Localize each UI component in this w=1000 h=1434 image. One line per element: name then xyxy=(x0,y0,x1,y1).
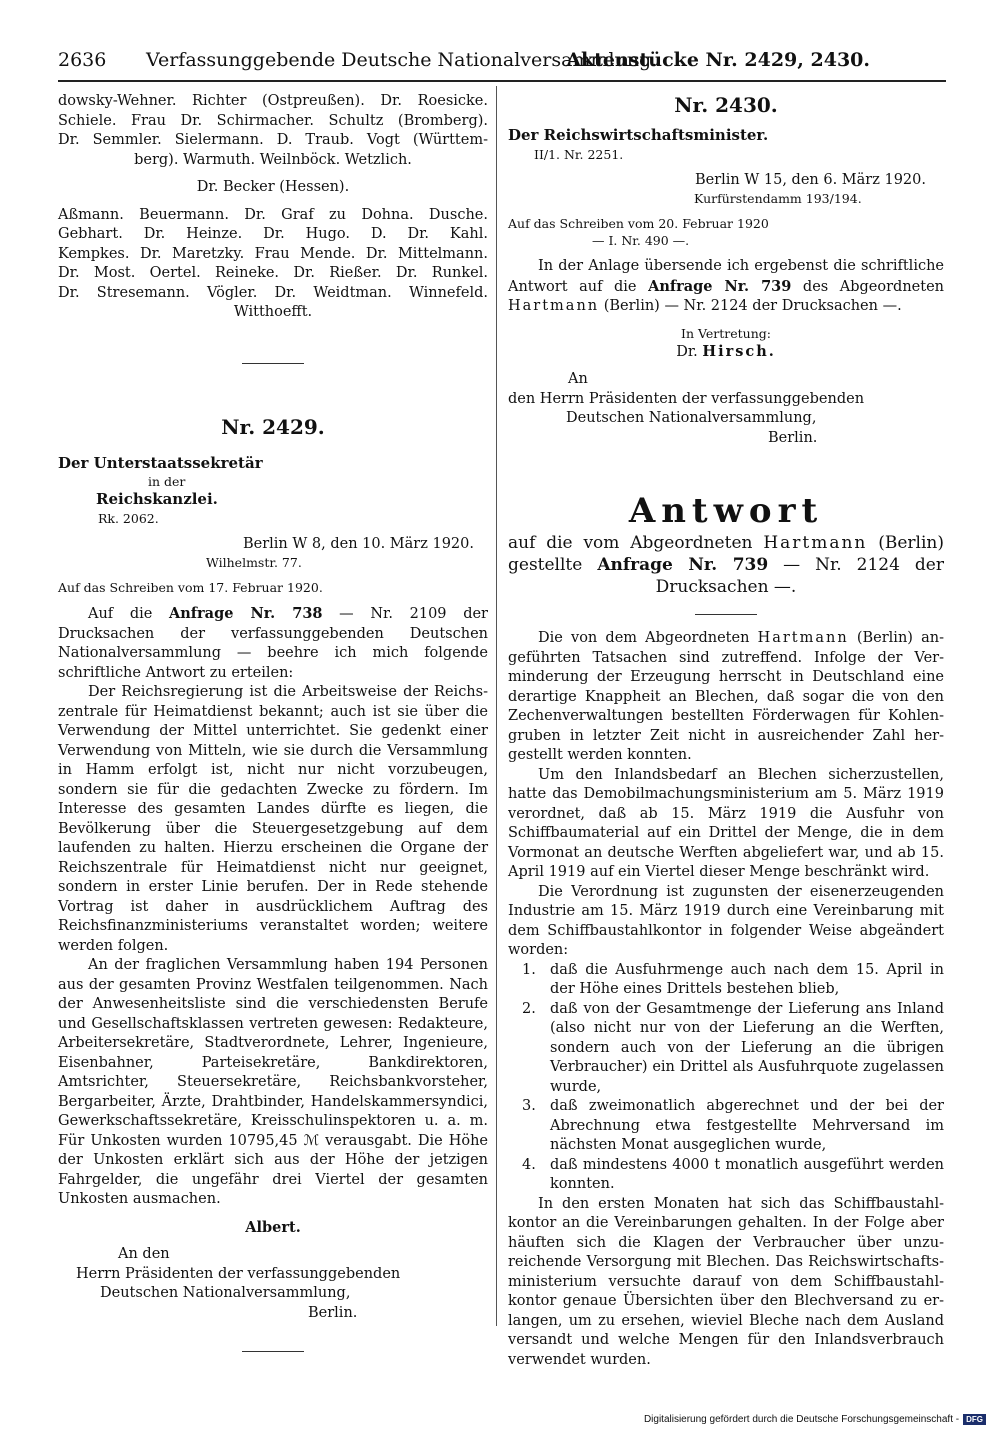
name-line: Schiele. Frau Dr. Schirmacher. Schultz (Bromberg). xyxy=(58,112,488,129)
document-numbers: Aktenstücke Nr. 2429, 2430. xyxy=(566,49,870,71)
page-number: 2636 xyxy=(58,49,107,71)
sender-title: Der Reichswirtschaftsminister. xyxy=(508,126,769,144)
vote-name-list-2 xyxy=(58,206,488,323)
letter-address: Wilhelmstr. 77. xyxy=(206,555,302,570)
recipient-line: Deutschen Nationalversammlung, xyxy=(566,410,817,426)
reference-number: Rk. 2062. xyxy=(98,510,159,526)
name-line: Kempkes. Dr. Maretzky. Frau Mende. Dr. Mittelmann. xyxy=(58,245,488,262)
document-number-heading: Nr. 2429. xyxy=(221,414,325,439)
answer-paragraph: Um den Inlandsbedarf an Blechen sicherzustellen, hatte das Demobilmachungsministerium am 5. März 1919 verordnet, daß ab 15. März 1919 die Ausfuhr von Schiffbaumaterial auf ein Drittel der Menge, die in dem Vormonat an deutsche Werften abgeliefert war, und ab 15. April 1919 auf ein Viertel dieser Menge beschränkt wird. xyxy=(508,766,944,880)
regarding-line: — I. Nr. 490 —. xyxy=(592,233,690,248)
sender-title: Der Unterstaatssekretär xyxy=(58,453,263,472)
name-line: Gebhart. Dr. Heinze. Dr. Hugo. D. Dr. Kahl. xyxy=(58,226,488,242)
header-rule xyxy=(58,80,946,82)
publication-title: Verfassunggebende Deutsche Nationalversammlung. xyxy=(146,49,658,71)
letter-paragraph: Auf die Anfrage Nr. 738 — Nr. 2109 der Drucksachen der verfassunggebenden Deutschen Nationalversammlung — beehre ich mich folgende schriftliche Antwort zu erteilen: xyxy=(58,605,488,681)
name-line: berg). Warmuth. Weilnböck. Wetzlich. xyxy=(134,151,412,168)
left-column xyxy=(58,92,488,1352)
name-line: dowsky-Wehner. Richter (Ostpreußen). Dr. Roesicke. xyxy=(58,93,488,109)
recipient-line: den Herrn Präsidenten der verfassunggebenden xyxy=(508,390,865,407)
letter-date: Berlin W 15, den 6. März 1920. xyxy=(694,171,926,188)
section-separator xyxy=(242,1351,304,1352)
name-line: Aßmann. Beuermann. Dr. Graf zu Dohna. Dusche. xyxy=(58,206,488,223)
becker-line: Dr. Becker (Hessen). xyxy=(196,179,350,195)
regarding-line: Auf das Schreiben vom 17. Februar 1920. xyxy=(58,580,323,595)
answer-paragraph: Die von dem Abgeordneten Hartmann (Berlin) angeführten Tatsachen sind zutreffend. Infolge der Verminderung der Erzeugung herrscht in Deutschland eine derartige Knappheit an Blechen, daß sogar die von den Zechenverwaltungen bestellten Förderwagen für Kohlengruben in letzter Zeit nicht in ausreichender Zahl hergestellt werden konnten. xyxy=(508,630,944,763)
letter-paragraph: Der Reichsregierung ist die Arbeitsweise der Reichszentrale für Heimatdienst bekannt; auch ist sie über die Verwendung der Mittel unterrichtet. Sie gedenkt einer Verwendung von Mitteln, wie sie durch die Versammlung in Hamm erfolgt ist, nicht nur nicht vorzubeugen, sondern sie für die gedachten Zwecke zu fördern. Im Interesse des gesamten Landes dürfte es liegen, die Bevölkerung über die Steuergesetzgebung auf dem laufenden zu halten. Hierzu erscheinen die Organe der Reichszentrale für Heimatdienst nicht nur geeignet, sondern in erster Linie berufen. Der in Rede stehende Vortrag ist daher in ausdrücklichem Auftrag des Reichsfinanzministeriums veranstaltet worden; weitere werden folgen. xyxy=(58,684,488,954)
list-item: 3. daß zweimonatlich abgerechnet und der bei der Abrechnung etwa festgestellte Mehrversand im nächsten Monat ausgeglichen wurde, xyxy=(522,1098,944,1153)
letter-date: Berlin W 8, den 10. März 1920. xyxy=(242,535,474,552)
recipient-line: An xyxy=(568,371,588,387)
recipient-line: Berlin. xyxy=(768,429,818,446)
list-item: 2. daß von der Gesamtmenge der Lieferung ans Inland (also nicht nur von der Lieferung an die Werften, sondern auch von der Lieferung an die übrigen Verbraucher) ein Drittel als Ausfuhrquote zugelassen wurde, xyxy=(522,1000,944,1095)
right-column xyxy=(508,92,944,1370)
deputy-line: In Vertretung: xyxy=(681,325,771,341)
page-header xyxy=(58,49,870,79)
column-divider xyxy=(496,86,497,1326)
letter-address: Kurfürstendamm 193/194. xyxy=(694,191,862,206)
dfg-logo-icon: DFG xyxy=(963,1414,986,1425)
name-line: Dr. Most. Oertel. Reineke. Dr. Rießer. Dr. Runkel. xyxy=(58,265,488,281)
name-line: Witthoefft. xyxy=(233,304,313,320)
answer-subtitle: auf die vom Abgeordneten Hartmann (Berlin) gestellte Anfrage Nr. 739 — Nr. 2124 der Drucksachen —. xyxy=(508,533,945,597)
answer-paragraph: In den ersten Monaten hat sich das Schiffbaustahlkontor an die Vereinbarungen gehalten. In der Folge aber häuften sich die Klagen der Verbraucher über unzureichende Versorgung mit Blechen. Das Reichswirtschaftsministerium versuchte darauf von dem Schiffbaustahlkontor genaue Übersichten über den Blechversand zu erlangen, um zu ersehen, wieviel Bleche nach dem Ausland versandt und welche Mengen für den Inlandsverbrauch verwendet wurden. xyxy=(508,1195,944,1368)
list-item: 1. daß die Ausfuhrmenge auch nach dem 15. April in der Höhe eines Drittels bestehen blieb, xyxy=(522,961,944,997)
sender-preposition: in der xyxy=(148,474,186,489)
vote-name-list-1 xyxy=(58,92,488,170)
inquiry-reference: Anfrage Nr. 739 xyxy=(648,277,792,295)
answer-paragraph: Die Verordnung ist zugunsten der eisenerzeugenden Industrie am 15. März 1919 durch eine Vereinbarung mit dem Schiffbaustahlkontor in folgender Weise abgeändert worden: xyxy=(508,883,944,958)
letter-paragraph: In der Anlage übersende ich ergebenst die schriftliche Antwort auf die Anfrage Nr. 739 des Abgeordneten Hartmann (Berlin) — Nr. 2124 der Drucksachen —. xyxy=(508,258,945,314)
regarding-line: Auf das Schreiben vom 20. Februar 1920 xyxy=(508,216,769,231)
signature: Albert. xyxy=(245,1218,301,1236)
sender-office: Reichskanzlei. xyxy=(96,490,218,508)
document-number-heading: Nr. 2430. xyxy=(674,93,778,117)
letter-paragraph: An der fraglichen Versammlung haben 194 Personen aus der gesamten Provinz Westfalen teilgenommen. Nach der Anwesenheitsliste sind die verschiedensten Berufe und Gesellschaftsklassen vertreten gewesen: Redakteure, Arbeitersekretäre, Stadtverordnete, Lehrer, Ingenieure, Eisenbahner, Parteisekretäre, Bankdirektoren, Amtsrichter, Steuersekretäre, Reichsbankvorsteher, Bergarbeiter, Ärzte, Drahtbinder, Handelskammersyndici, Gewerkschaftssekretäre, Kreisschulinspektoren u. a. m. Für Unkosten wurden 10795,45 ℳ verausgabt. Die Höhe der Unkosten erklärt sich aus der Höhe der jetzigen Fahrgelder, die ungefähr drei Viertel der gesamten Unkosten ausmachen. xyxy=(58,957,488,1207)
name-line: Dr. Semmler. Sielermann. D. Traub. Vogt (Württem- xyxy=(58,132,488,148)
recipient-line: An den xyxy=(118,1246,170,1262)
footer-text: Digitalisierung gefördert durch die Deutsche Forschungsgemeinschaft - xyxy=(643,1414,960,1425)
inquiry-reference: Anfrage Nr. 738 xyxy=(169,605,323,622)
answer-title: Antwort xyxy=(628,491,824,531)
recipient-line: Herrn Präsidenten der verfassunggebenden xyxy=(76,1265,401,1282)
digitization-footer xyxy=(644,1414,986,1425)
name-line: Dr. Stresemann. Vögler. Dr. Weidtman. Winnefeld. xyxy=(58,284,488,301)
recipient-line: Berlin. xyxy=(308,1304,358,1321)
deputy-name: Hartmann xyxy=(508,298,600,314)
agreement-list xyxy=(508,961,944,1195)
signature: Dr. Hirsch. xyxy=(676,342,776,360)
reference-number: II/1. Nr. 2251. xyxy=(534,146,624,162)
recipient-line: Deutschen Nationalversammlung, xyxy=(100,1285,351,1301)
list-item: 4. daß mindestens 4000 t monatlich ausgeführt werden konnten. xyxy=(522,1156,944,1192)
